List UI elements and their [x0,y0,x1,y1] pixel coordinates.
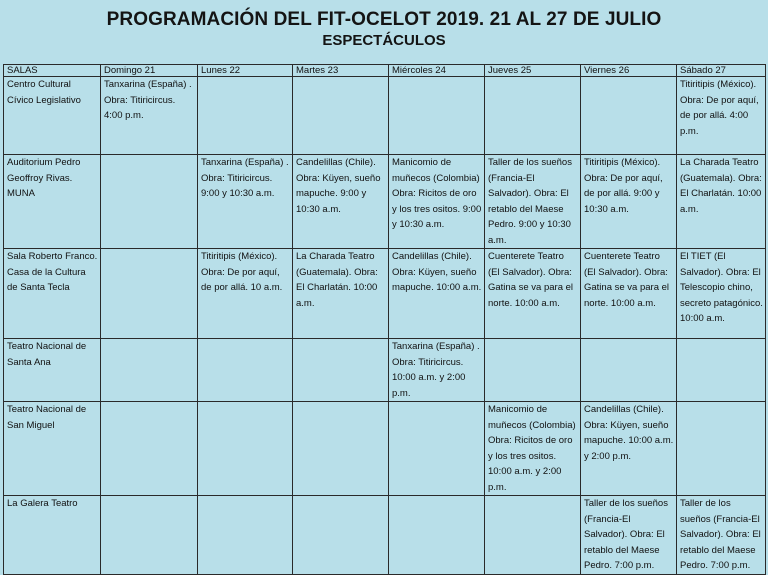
table-row [4,155,766,249]
schedule-cell [101,402,198,496]
schedule-cell: La Charada Teatro (Guatemala). Obra: El Charlatán. 10:00 a.m. [293,249,389,339]
page-subtitle: ESPECTÁCULOS [322,32,446,49]
schedule-cell [581,77,677,155]
schedule-cell: La Charada Teatro (Guatemala). Obra: El Charlatán. 10:00 a.m. [677,155,766,249]
schedule-cell: Taller de los sueños (Francia-El Salvador). Obra: El retablo del Maese Pedro. 7:00 p.m. [581,496,677,575]
schedule-cell: El TIET (El Salvador). Obra: El Telescopio chino, secreto patagónico. 10:00 a.m. [677,249,766,339]
schedule-cell: Tanxarina (España) . Obra: Titiricircus. 10:00 a.m. y 2:00 p.m. [389,339,485,402]
schedule-cell: Titiritipis (México). Obra: De por aquí, de por allá. 4:00 p.m. [677,77,766,155]
sala-cell: Sala Roberto Franco. Casa de la Cultura de Santa Tecla [4,249,101,339]
schedule-cell [101,249,198,339]
schedule-table [3,64,766,575]
schedule-cell: Candelillas (Chile). Obra: Küyen, sueño mapuche. 10:00 a.m. [389,249,485,339]
table-row [4,339,766,402]
schedule-cell [293,402,389,496]
schedule-cell [101,496,198,575]
table-row [4,77,766,155]
schedule-cell: Taller de los sueños (Francia-El Salvador). Obra: El retablo del Maese Pedro. 9:00 y 10:30 a.m. [485,155,581,249]
table-row [4,402,766,496]
schedule-cell [293,339,389,402]
schedule-cell [389,496,485,575]
schedule-cell: Candelillas (Chile). Obra: Küyen, sueño mapuche. 10:00 a.m. y 2:00 p.m. [581,402,677,496]
header-viernes-26: Viernes 26 [581,65,677,77]
schedule-cell: Manicomio de muñecos (Colombia) Obra: Ricitos de oro y los tres ositos. 10:00 a.m. y 2:00 p.m. [485,402,581,496]
schedule-cell [293,496,389,575]
schedule-cell [293,77,389,155]
schedule-cell [198,77,293,155]
header-salas: SALAS [4,65,101,77]
sala-cell: Centro Cultural Cívico Legislativo [4,77,101,155]
table-row [4,249,766,339]
schedule-cell [101,155,198,249]
schedule-cell [677,402,766,496]
schedule-cell: Tanxarina (España) . Obra: Titiricircus. 9:00 y 10:30 a.m. [198,155,293,249]
schedule-cell [485,77,581,155]
table-row [4,496,766,575]
header-sabado-27: Sábado 27 [677,65,766,77]
schedule-cell: Candelillas (Chile). Obra: Küyen, sueño mapuche. 9:00 y 10:30 a.m. [293,155,389,249]
schedule-cell [198,402,293,496]
schedule-cell: Cuenterete Teatro (El Salvador). Obra: Gatina se va para el norte. 10:00 a.m. [485,249,581,339]
schedule-cell: Tanxarina (España) . Obra: Titiricircus. 4:00 p.m. [101,77,198,155]
sala-cell: Teatro Nacional de San Miguel [4,402,101,496]
schedule-cell [389,77,485,155]
header-row [4,65,766,77]
header-miercoles-24: Miércoles 24 [389,65,485,77]
sala-cell: Teatro Nacional de Santa Ana [4,339,101,402]
schedule-cell: Manicomio de muñecos (Colombia) Obra: Ricitos de oro y los tres ositos. 9:00 y 10:30 a.m. [389,155,485,249]
header-lunes-22: Lunes 22 [198,65,293,77]
schedule-cell [198,339,293,402]
schedule-cell: Titiritipis (México). Obra: De por aquí, de por allá. 10 a.m. [198,249,293,339]
schedule-cell [581,339,677,402]
schedule-cell [485,496,581,575]
schedule-cell [485,339,581,402]
schedule-cell: Taller de los sueños (Francia-El Salvador). Obra: El retablo del Maese Pedro. 7:00 p.m. [677,496,766,575]
schedule-cell [389,402,485,496]
page-title: PROGRAMACIÓN DEL FIT-OCELOT 2019. 21 AL 27 DE JULIO [106,9,662,30]
schedule-cell [198,496,293,575]
header-martes-23: Martes 23 [293,65,389,77]
sala-cell: Auditorium Pedro Geoffroy Rivas. MUNA [4,155,101,249]
schedule-cell: Titiritipis (México). Obra: De por aquí, de por allá. 9:00 y 10:30 a.m. [581,155,677,249]
schedule-cell [101,339,198,402]
header-jueves-25: Jueves 25 [485,65,581,77]
schedule-cell: Cuenterete Teatro (El Salvador). Obra: Gatina se va para el norte. 10:00 a.m. [581,249,677,339]
schedule-cell [677,339,766,402]
header-domingo-21: Domingo 21 [101,65,198,77]
sala-cell: La Galera Teatro [4,496,101,575]
